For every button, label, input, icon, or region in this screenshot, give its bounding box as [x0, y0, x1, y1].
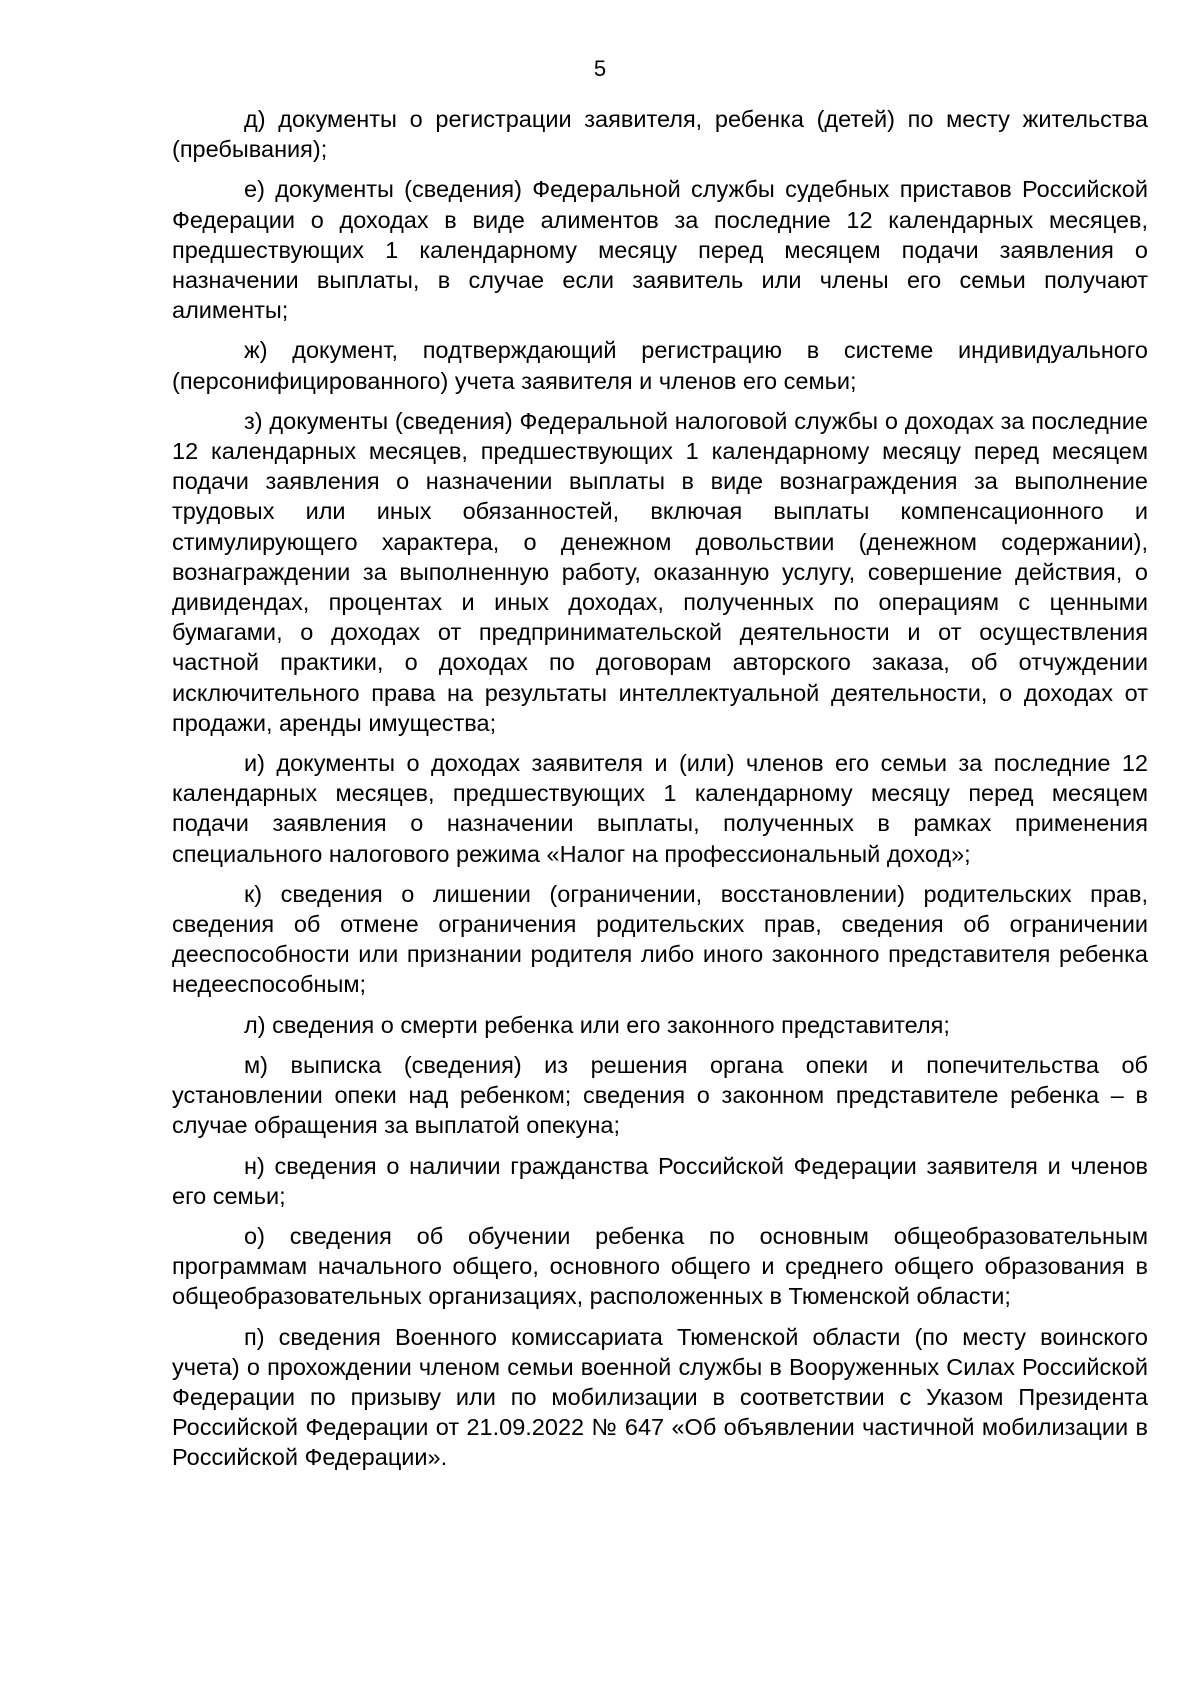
- paragraph-e: е) документы (сведения) Федеральной службы судебных приставов Российской Федерации о доходах в виде алиментов за последние 12 календарных месяцев, предшествующих 1 календарному месяцу перед месяцем подачи заявления о назначении выплаты, в случае если заявитель или члены его семьи получают алименты;: [172, 176, 1148, 324]
- paragraph-p: п) сведения Военного комиссариата Тюменской области (по месту воинского учета) о прохождении членом семьи военной службы в Вооруженных Силах Российской Федерации по призыву или по мобилизации в соответствии с Указом Президента Российской Федерации от 21.09.2022 № 647 «Об объявлении частичной мобилизации в Российской Федерации».: [172, 1323, 1148, 1471]
- paragraph-zh: ж) документ, подтверждающий регистрацию в системе индивидуального (персонифицированного) учета заявителя и членов его семьи;: [172, 337, 1148, 394]
- page-number: 5: [593, 56, 607, 81]
- paragraph-i: и) документы о доходах заявителя и (или) членов его семьи за последние 12 календарных месяцев, предшествующих 1 календарному месяцу перед месяцем подачи заявления о назначении выплаты, полученных в рамках применения специального налогового режима «Налог на профессиональный доход»;: [172, 750, 1148, 867]
- paragraph-z: з) документы (сведения) Федеральной налоговой службы о доходах за последние 12 календарных месяцев, предшествующих 1 календарному месяцу перед месяцем подачи заявления о назначении выплаты в виде вознаграждения за выполнение трудовых или иных обязанностей, включая выплаты компенсационного и стимулирующего характера, о денежном довольствии (денежном содержании), вознаграждении за выполненную работу, оказанную услугу, совершение действия, о дивидендах, процентах и иных доходах, полученных по операциям с ценными бумагами, о доходах от предпринимательской деятельности и от осуществления частной практики, о доходах по договорам авторского заказа, об отчуждении исключительного права на результаты интеллектуальной деятельности, о доходах от продажи, аренды имущества;: [172, 407, 1148, 736]
- paragraph-n: н) сведения о наличии гражданства Российской Федерации заявителя и членов его семьи;: [172, 1152, 1148, 1209]
- paragraph-d: д) документы о регистрации заявителя, ребенка (детей) по месту жительства (пребывания);: [172, 106, 1148, 163]
- document-body: [172, 104, 1148, 1483]
- paragraph-o: о) сведения об обучении ребенка по основным общеобразовательным программам начального общего, основного общего и среднего общего образования в общеобразовательных организациях, расположенных в Тюменской области;: [172, 1222, 1148, 1310]
- paragraph-k: к) сведения о лишении (ограничении, восстановлении) родительских прав, сведения об отмене ограничения родительских прав, сведения об ограничении дееспособности или признании родителя либо иного законного представителя ребенка недееспособным;: [172, 880, 1148, 998]
- paragraph-l: л) сведения о смерти ребенка или его законного представителя;: [244, 1011, 950, 1038]
- paragraph-m: м) выписка (сведения) из решения органа опеки и попечительства об установлении опеки над ребенком; сведения о законном представителе ребенка – в случае обращения за выплатой опекуна;: [172, 1051, 1148, 1139]
